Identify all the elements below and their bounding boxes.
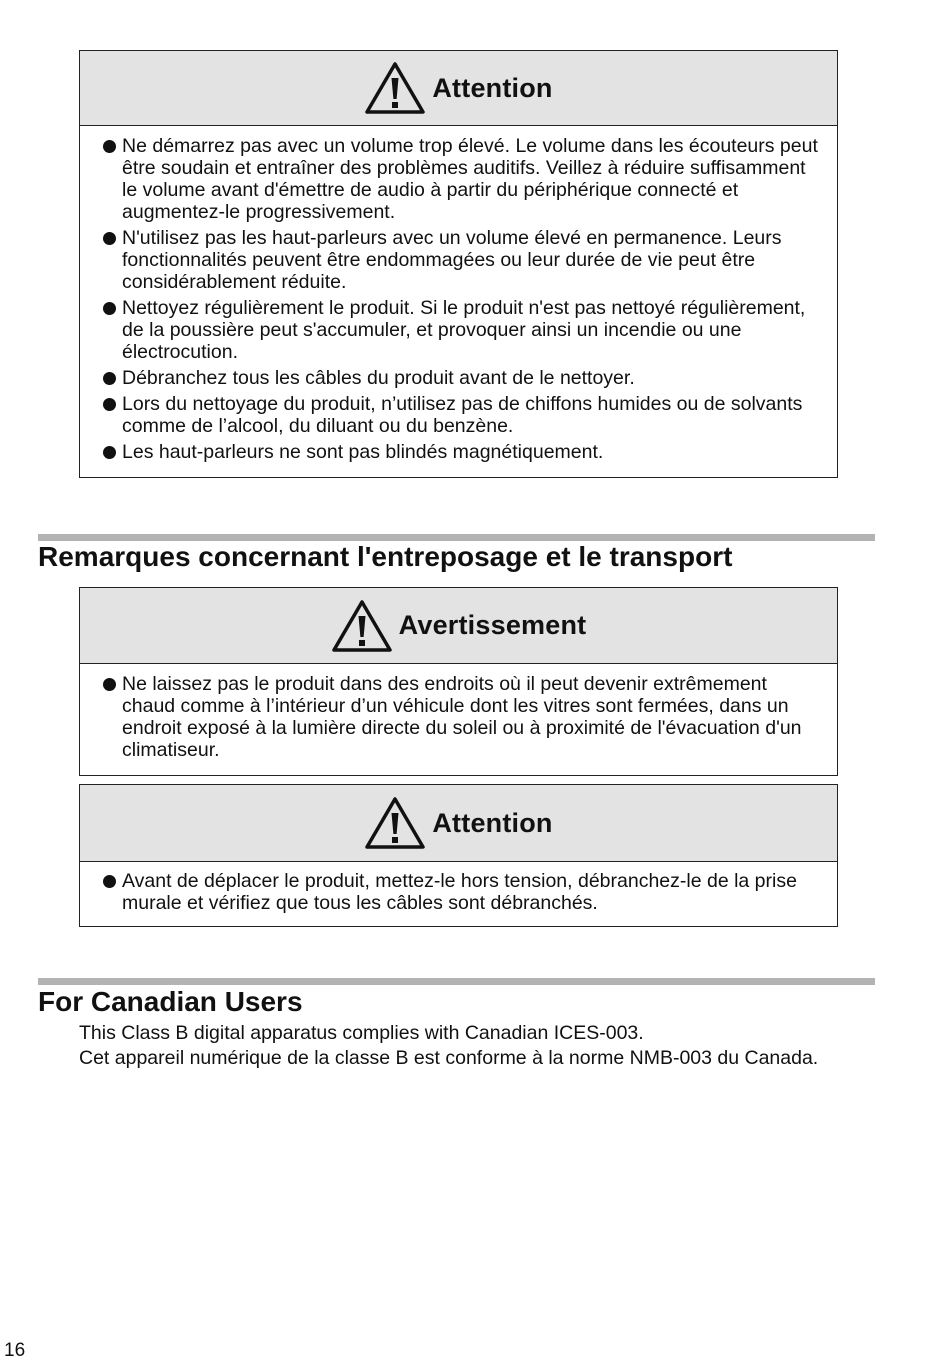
list-item — [101, 673, 825, 761]
nmb-compliance-text: Cet appareil numérique de la classe B est conforme à la norme NMB-003 du Canada. — [79, 1047, 819, 1069]
warning-box — [79, 587, 838, 776]
attention-list — [80, 862, 837, 926]
list-item-text: Ne démarrez pas avec un volume trop élevé. Le volume dans les écouteurs peut être soudain et entraîner des problèmes auditifs. Veillez à réduire suffisamment le volume avant d'émettre de audio à partir du périphérique connecté et augmentez-le progressivement. — [122, 135, 818, 223]
list-item-text: Avant de déplacer le produit, mettez-le hors tension, débranchez-le de la prise murale et vérifiez que tous les câbles sont débranchés. — [122, 870, 797, 914]
attention-box-title: Attention — [432, 807, 553, 838]
attention-box-header — [80, 51, 837, 126]
bullet-icon — [103, 446, 116, 459]
ices-compliance-text: This Class B digital apparatus complies with Canadian ICES-003. — [79, 1022, 644, 1044]
list-item-text: N'utilisez pas les haut-parleurs avec un volume élevé en permanence. Leurs fonctionnalités peuvent être endommagées ou leur durée de vie peut être considérablement réduite. — [122, 227, 782, 293]
warning-box-title: Avertissement — [398, 610, 587, 640]
bullet-icon — [103, 232, 116, 245]
list-item-text: Les haut-parleurs ne sont pas blindés magnétiquement. — [122, 441, 604, 463]
list-item — [101, 135, 825, 223]
bullet-icon — [103, 302, 116, 315]
list-item — [101, 367, 825, 389]
bullet-icon — [103, 140, 116, 153]
warning-triangle-icon — [331, 599, 393, 653]
warning-list — [80, 664, 837, 775]
list-item — [101, 227, 825, 293]
storage-section-heading: Remarques concernant l'entreposage et le transport — [38, 541, 733, 572]
section-divider — [38, 534, 875, 541]
warning-triangle-icon — [364, 796, 426, 850]
list-item — [101, 393, 825, 437]
list-item-text: Nettoyez régulièrement le produit. Si le produit n'est pas nettoyé régulièrement, de la poussière peut s'accumuler, et provoquer ainsi un incendie ou une électrocution. — [122, 297, 806, 363]
list-item — [101, 870, 825, 914]
warning-box-header — [80, 588, 837, 664]
bullet-icon — [103, 875, 116, 888]
attention-box-title: Attention — [432, 72, 553, 103]
warning-triangle-icon — [364, 61, 426, 115]
section-divider — [38, 978, 875, 985]
list-item-text: Débranchez tous les câbles du produit avant de le nettoyer. — [122, 367, 635, 389]
bullet-icon — [103, 678, 116, 691]
attention-box-header — [80, 785, 837, 862]
list-item — [101, 441, 825, 463]
bullet-icon — [103, 372, 116, 385]
attention-box — [79, 784, 838, 927]
attention-box — [79, 50, 838, 478]
page-number: 16 — [4, 1340, 26, 1361]
attention-list — [80, 126, 837, 477]
list-item-text: Lors du nettoyage du produit, n’utilisez pas de chiffons humides ou de solvants comme de l’alcool, du diluant ou du benzène. — [122, 393, 803, 437]
list-item — [101, 297, 825, 363]
list-item-text: Ne laissez pas le produit dans des endroits où il peut devenir extrêmement chaud comme à l’intérieur d’un véhicule dont les vitres sont fermées, dans un endroit exposé à la lumière directe du soleil ou à proximité de l'évacuation d'un climatiseur. — [122, 673, 802, 761]
bullet-icon — [103, 398, 116, 411]
canadian-section-heading: For Canadian Users — [38, 986, 303, 1017]
